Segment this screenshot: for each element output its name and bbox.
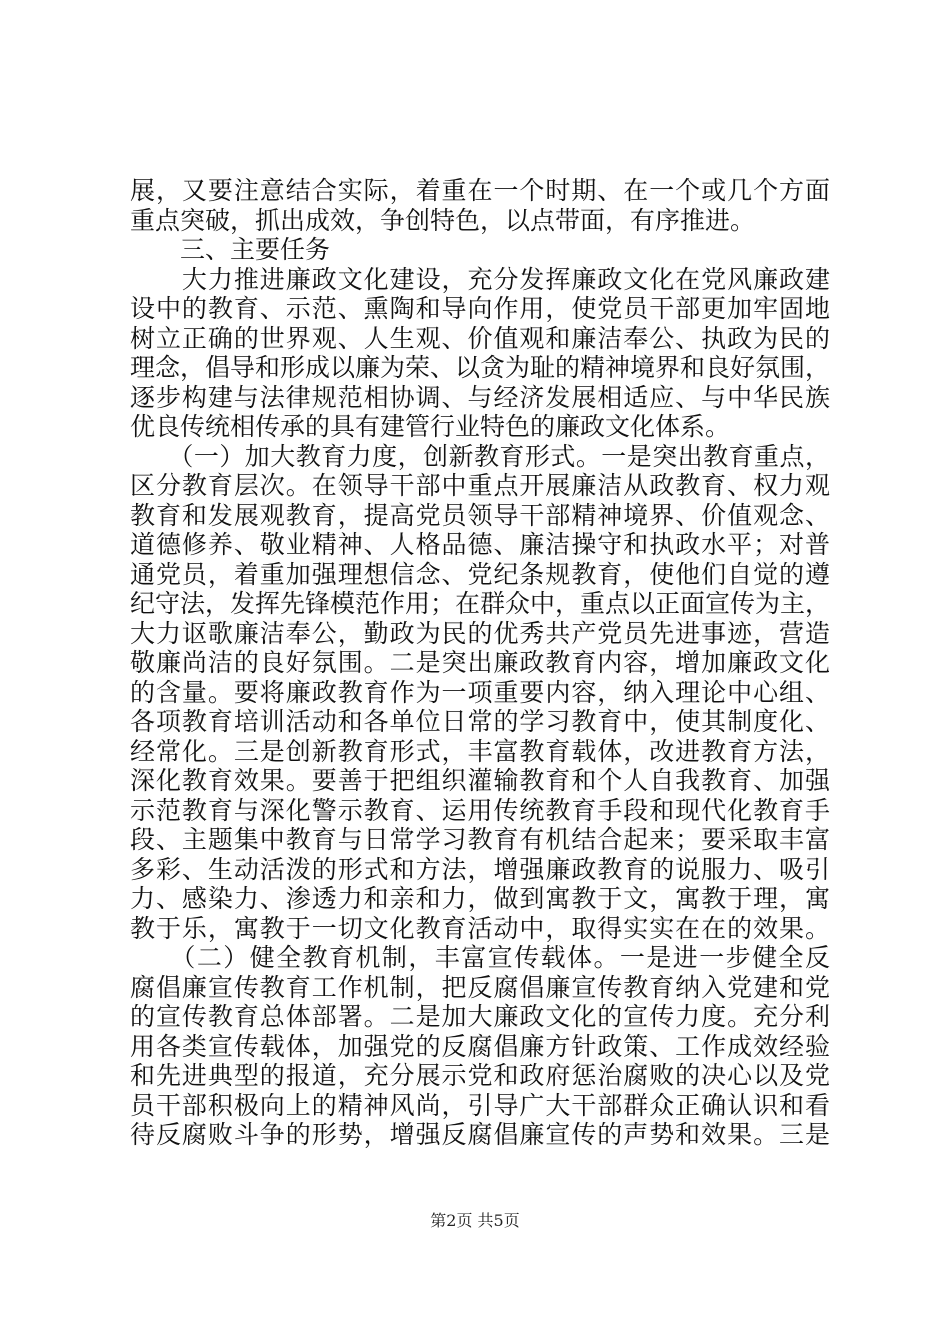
text-line: 教于乐，寓教于一切文化教育活动中，取得实实在在的效果。 (130, 913, 830, 943)
text-line: 纪守法，发挥先锋模范作用；在群众中，重点以正面宣传为主， (130, 589, 831, 618)
text-line: 敬廉尚洁的良好氛围。二是突出廉政教育内容，增加廉政文化 (130, 648, 830, 677)
text-line: 待反腐败斗争的形势，增强反腐倡廉宣传的声势和效果。三是 (130, 1120, 830, 1149)
page-footer: 第2页 共5页 (430, 1211, 520, 1230)
text-line: 深化教育效果。要善于把组织灌输教育和个人自我教育、加强 (130, 766, 830, 795)
text-line: 各项教育培训活动和各单位日常的学习教育中，使其制度化、 (130, 707, 830, 736)
text-line: 树立正确的世界观、人生观、价值观和廉洁奉公、执政为民的 (130, 323, 830, 353)
text-line: 段、主题集中教育与日常学习教育有机结合起来；要采取丰富 (130, 825, 830, 854)
text-line: 设中的教育、示范、熏陶和导向作用，使党员干部更加牢固地 (130, 294, 830, 323)
text-line: 逐步构建与法律规范相协调、与经济发展相适应、与中华民族 (130, 382, 830, 412)
text-line: 大力推进廉政文化建设，充分发挥廉政文化在党风廉政建 (130, 264, 830, 294)
text-line: （一）加大教育力度，创新教育形式。一是突出教育重点， (130, 441, 830, 471)
text-line: 教育和发展观教育，提高党员领导干部精神境界、价值观念、 (130, 500, 830, 530)
text-line: 示范教育与深化警示教育、运用传统教育手段和现代化教育手 (130, 795, 830, 825)
document-body (130, 176, 830, 1150)
text-line: 用各类宣传载体，加强党的反腐倡廉方针政策、工作成效经验 (130, 1031, 830, 1061)
text-line: 腐倡廉宣传教育工作机制，把反腐倡廉宣传教育纳入党建和党 (130, 972, 830, 1002)
text-line: （二）健全教育机制，丰富宣传载体。一是进一步健全反 (130, 943, 830, 972)
text-line: 区分教育层次。在领导干部中重点开展廉洁从政教育、权力观 (130, 471, 830, 500)
text-line: 道德修养、敬业精神、人格品德、廉洁操守和执政水平；对普 (130, 530, 830, 559)
text-line: 通党员，着重加强理想信念、党纪条规教育，使他们自觉的遵 (130, 559, 830, 589)
text-line: 重点突破，抓出成效，争创特色，以点带面，有序推进。 (130, 205, 756, 235)
text-line: 的含量。要将廉政教育作为一项重要内容，纳入理论中心组、 (130, 677, 830, 707)
text-line: 经常化。三是创新教育形式，丰富教育载体，改进教育方法， (130, 736, 830, 766)
text-line: 的宣传教育总体部署。二是加大廉政文化的宣传力度。充分利 (130, 1002, 830, 1031)
text-line: 优良传统相传承的具有建管行业特色的廉政文化体系。 (130, 412, 731, 441)
text-line: 员干部积极向上的精神风尚，引导广大干部群众正确认识和看 (130, 1090, 830, 1120)
text-line: 三、主要任务 (130, 235, 331, 264)
text-line: 大力讴歌廉洁奉公，勤政为民的优秀共产党员先进事迹，营造 (130, 618, 830, 648)
text-line: 理念，倡导和形成以廉为荣、以贪为耻的精神境界和良好氛围， (130, 353, 831, 382)
text-line: 展，又要注意结合实际，着重在一个时期、在一个或几个方面 (130, 176, 830, 205)
text-line: 和先进典型的报道，充分展示党和政府惩治腐败的决心以及党 (130, 1061, 830, 1090)
text-line: 多彩、生动活泼的形式和方法，增强廉政教育的说服力、吸引 (130, 854, 830, 884)
text-line: 力、感染力、渗透力和亲和力，做到寓教于文，寓教于理，寓 (130, 884, 830, 913)
